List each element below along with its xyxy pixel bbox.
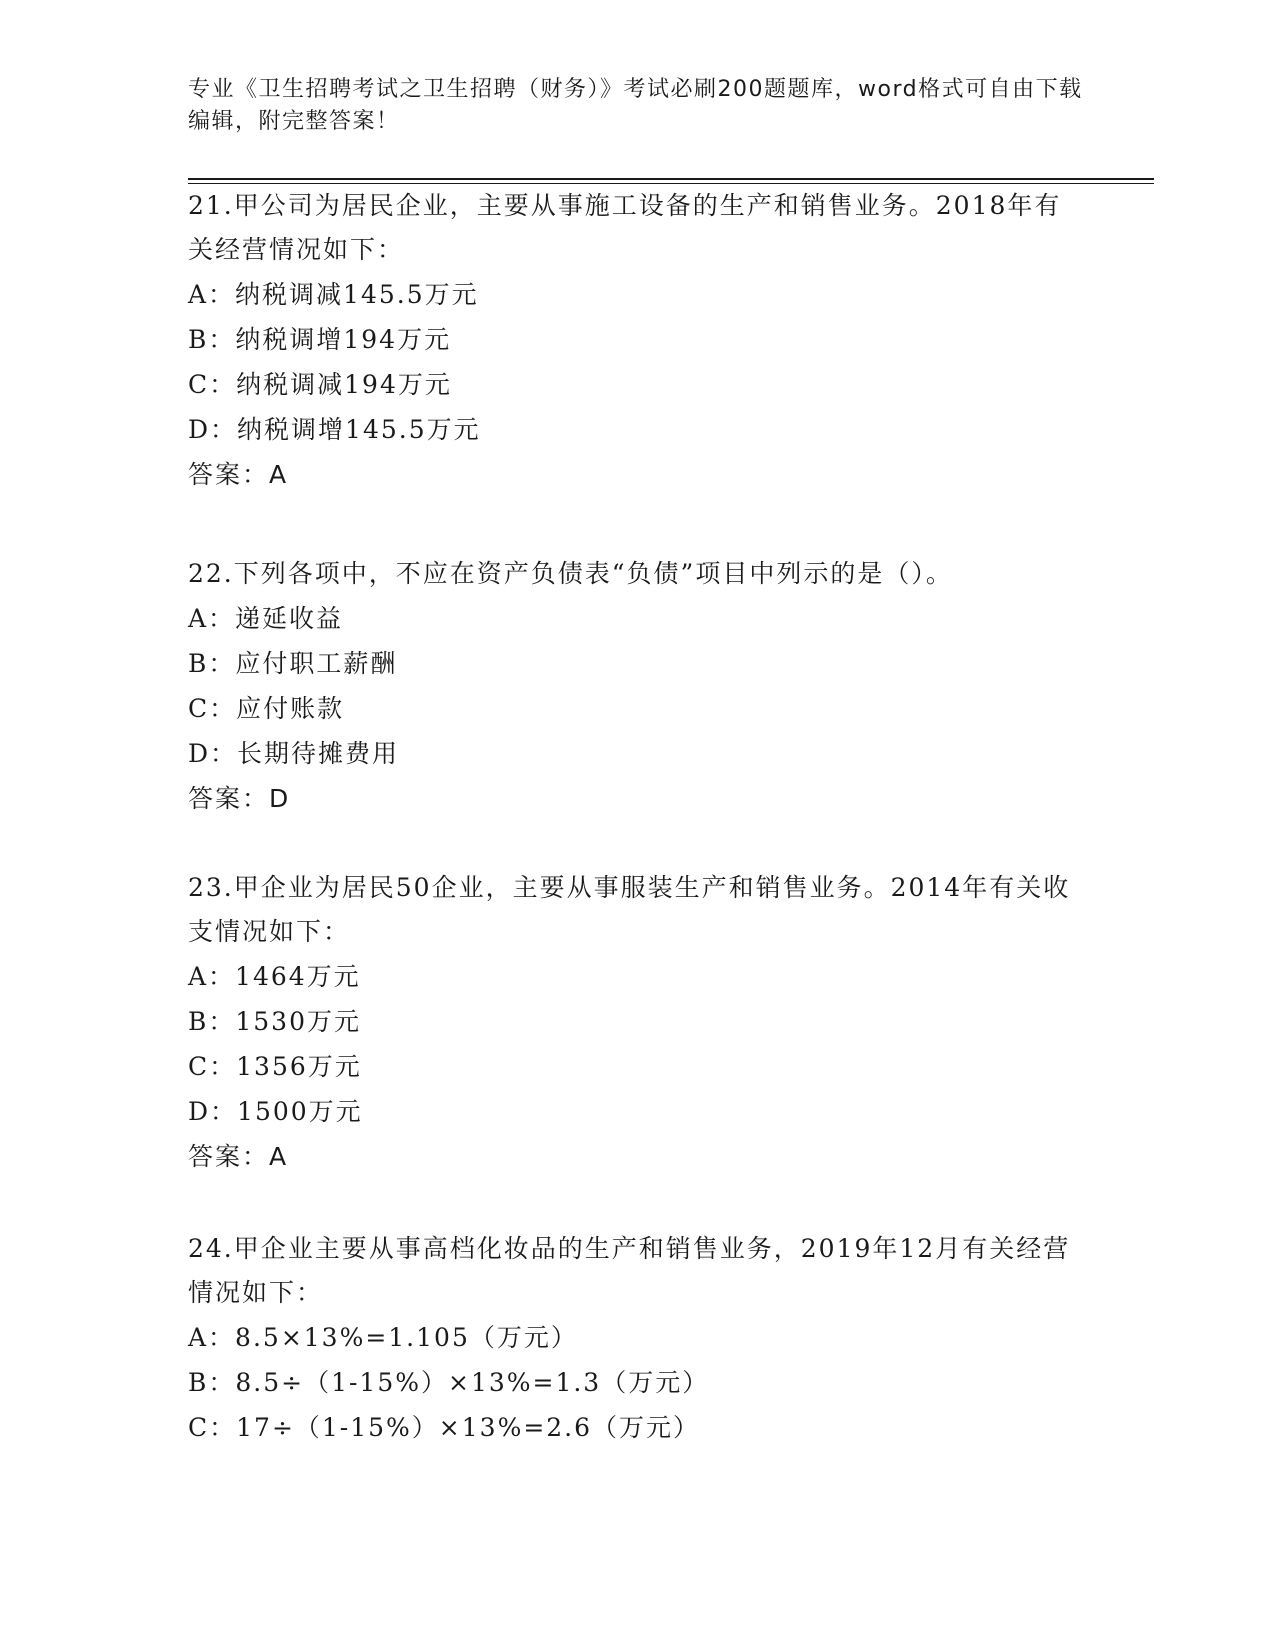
option-a: A：纳税调减145.5万元 <box>188 280 479 309</box>
question-22 <box>188 552 1088 821</box>
option-a: A：递延收益 <box>188 604 344 633</box>
header-divider <box>188 178 1154 180</box>
question-stem: 24.甲企业主要从事高档化妆品的生产和销售业务，2019年12月有关经营情况如下： <box>188 1234 1071 1307</box>
question-stem: 23.甲企业为居民50企业，主要从事服装生产和销售业务。2014年有关收支情况如下： <box>188 873 1071 946</box>
question-21 <box>188 184 1088 497</box>
answer: 答案：D <box>188 784 291 813</box>
option-c: C：1356万元 <box>188 1052 362 1081</box>
option-d: D：长期待摊费用 <box>188 739 400 768</box>
question-23 <box>188 866 1088 1179</box>
answer: 答案：A <box>188 460 289 489</box>
option-b: B：8.5÷（1-15%）×13%=1.3（万元） <box>188 1368 710 1397</box>
question-stem: 21.甲公司为居民企业，主要从事施工设备的生产和销售业务。2018年有关经营情况如下： <box>188 191 1062 264</box>
option-c: C：纳税调减194万元 <box>188 370 452 399</box>
option-c: C：应付账款 <box>188 694 345 723</box>
option-b: B：纳税调增194万元 <box>188 325 452 354</box>
option-b: B：应付职工薪酬 <box>188 649 398 678</box>
question-stem: 22.下列各项中，不应在资产负债表“负债”项目中列示的是（）。 <box>188 559 953 588</box>
question-24 <box>188 1227 1088 1450</box>
option-d: D：纳税调增145.5万元 <box>188 415 481 444</box>
option-d: D：1500万元 <box>188 1097 363 1126</box>
option-a: A：8.5×13%=1.105（万元） <box>188 1323 578 1352</box>
option-a: A：1464万元 <box>188 962 361 991</box>
answer: 答案：A <box>188 1142 289 1171</box>
page-header: 专业《卫生招聘考试之卫生招聘（财务）》考试必刷200题题库，word格式可自由下载编辑，附完整答案！ <box>188 77 1083 134</box>
option-b: B：1530万元 <box>188 1007 361 1036</box>
option-c: C：17÷（1-15%）×13%=2.6（万元） <box>188 1413 701 1442</box>
